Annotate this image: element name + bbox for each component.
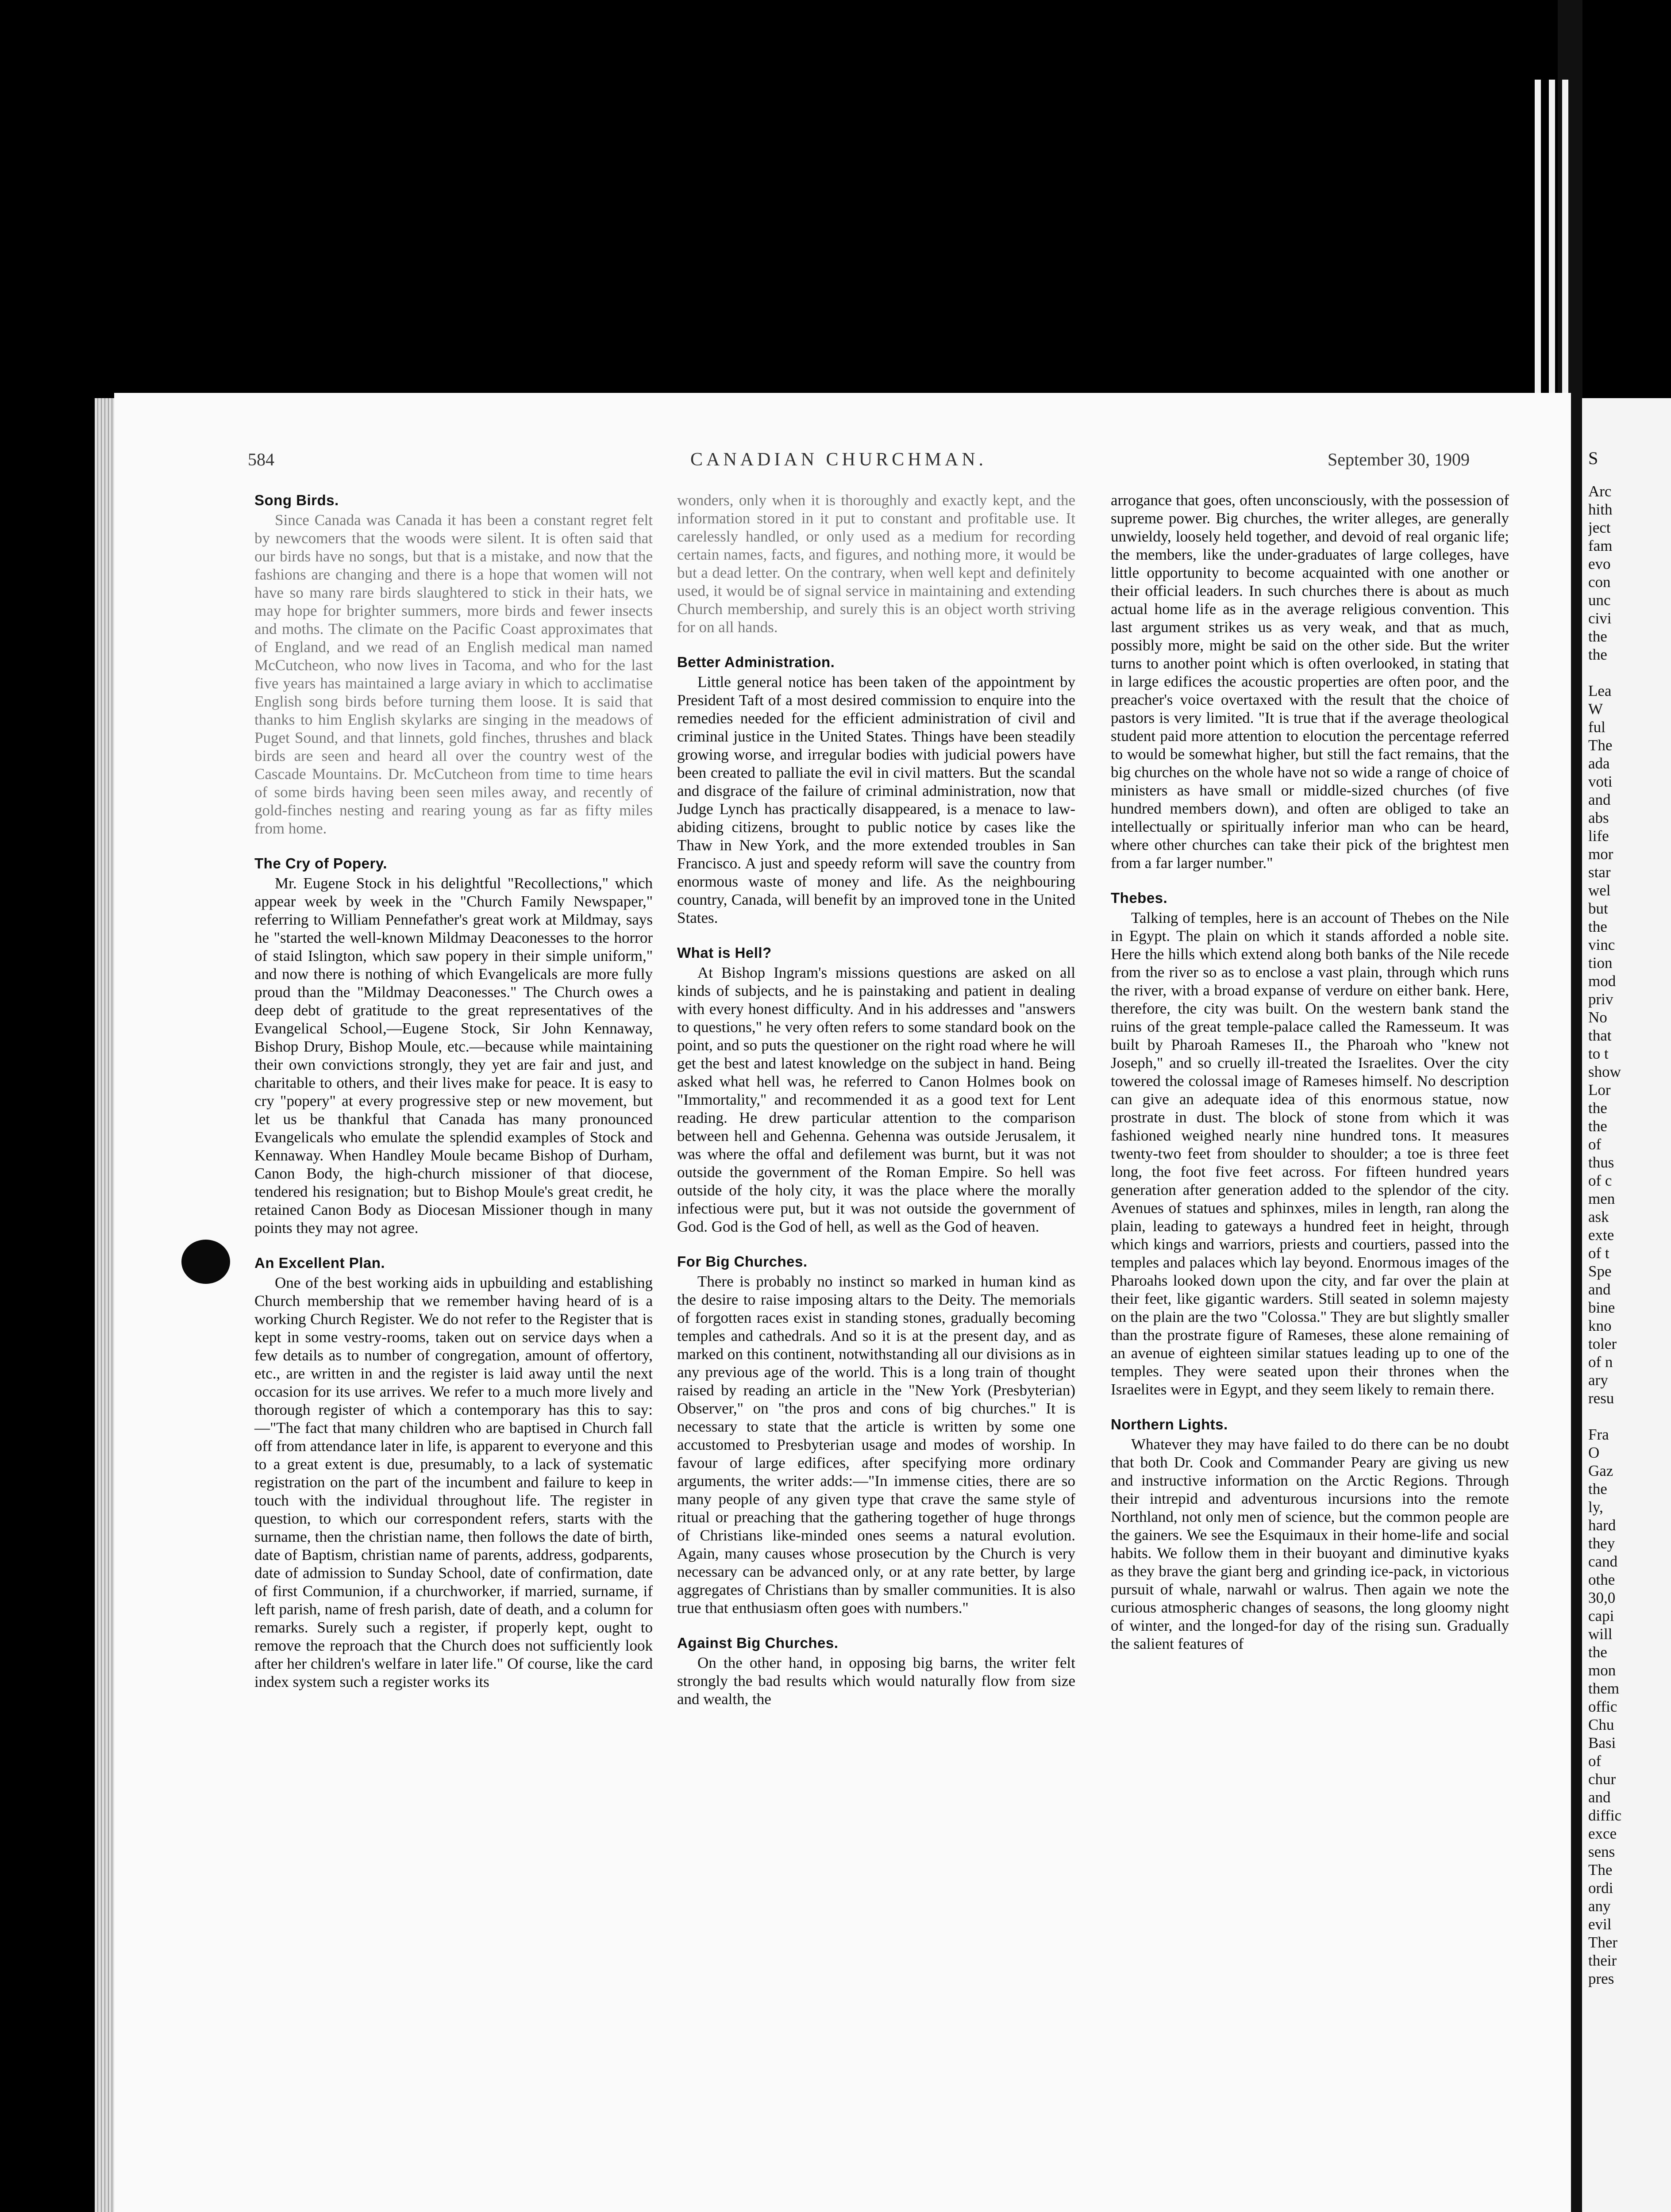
article-body: One of the best working aids in upbuilding and establishing Church membership that we remember having heard of is a working Church Register. We do not refer to the Register that is kept in some vestry-rooms, taken out on service days when a few details as to number of congregation, amount of offertory, etc., are written in and the register is laid away until the next occasion for its use arrives. We refer to a much more lively and thorough register of which a contemporary has this to say:—"The fact that many children who are baptised in Church fall off from attendance later in life, is apparent to everyone and this to a great extent is due, presumably, to a lack of systematic registration on the part of the incumbent and failure to keep in touch with the individual throughout life. The register in question, to which our correspondent refers, starts with the surname, then the christian name, then follows the date of birth, date of Baptism, christian name of parents, address, godparents, date of admission to Sunday School, date of confirmation, date of first Communion, if a churchworker, if married, surname, if left parish, name of fresh parish, date of death, and a column for remarks. Surely such a register, if properly kept, ought to remove the reproach that the Church does not sufficiently look after her children's welfare in later life." Of course, like the card index system such a register works its [254,1274,653,1690]
next-page-line: civi [1588,610,1612,627]
next-page-line: thus [1588,1154,1614,1171]
next-page-line: W [1588,700,1603,718]
article-body: Little general notice has been taken of the appointment by President Taft of a most desired commission to enquire into the remedies needed for the efficient administration of civil and criminal justice in the United States. Things have been steadily growing worse, and irregular bodies with judicial powers have been created to palliate the evil in civil matters. But the scandal and disgrace of the failure of criminal administration, now that Judge Lynch has practically disappeared, is a menace to law-abiding citizens, brought to public notice by cases like the Thaw in New York, and the more extended troubles in San Francisco. A just and speedy reform will save the country from enormous waste of money and life. As the neighbouring country, Canada, will benefit by an improved tone in the United States. [677,673,1075,926]
next-page-line: O [1588,1444,1600,1461]
article-body: There is probably no instinct so marked in human kind as the desire to raise imposing altars to the Deity. The memorials of forgotten races exist in standing stones, gradually becoming temples and cathedrals. And so it is at the present day, and as marked on this continent, notwithstanding all our divisions as in any previous age of the world. This is a long train of thought raised by reading an article in the "New York (Presbyterian) Observer," on "the pros and cons of big churches." It is necessary to state that the article is written by some one accustomed to Presbyterian usage and modes of worship. In favour of large edifices, after specifying more ordinary arguments, the writer adds:—"In immense cities, there are so many people of any given type that crave the same style of ritual or preaching that the gathering together of huge throngs of Christians like-minded ones seems a natural evolution. Again, many causes whose prosecution by the Church is very necessary can be advanced only, or at any rate better, by large aggregates of Christians than by smaller communities. It is also true that enthusiasm often goes with numbers." [677,1273,1075,1617]
article-heading: Song Birds. [254,492,339,508]
column-3 [1111,491,1509,1653]
article-body: On the other hand, in opposing big barns, the writer felt strongly the bad results which would naturally flow from size and wealth, the [677,1654,1075,1708]
next-page-line: vinc [1588,936,1615,953]
next-page-line: of t [1588,1244,1609,1262]
next-page-line: ordi [1588,1879,1613,1897]
next-page-line: capi [1588,1607,1614,1624]
column-1 [254,491,653,1691]
next-page-line: ful [1588,718,1606,736]
next-page-line: diffic [1588,1807,1622,1824]
article-heading: An Excellent Plan. [254,1255,385,1271]
next-page-line: the [1588,646,1607,663]
issue-date: September 30, 1909 [1328,449,1470,469]
next-page-line: the [1588,1099,1607,1117]
next-page-line: toler [1588,1335,1617,1352]
next-page-line: fam [1588,537,1613,554]
next-page-line: The [1588,1861,1613,1878]
next-page-line: mor [1588,845,1613,863]
next-page-line: the [1588,628,1607,645]
next-page-header: S [1588,448,1598,468]
next-page-line: their [1588,1952,1617,1969]
next-page-line [1588,1407,1671,1425]
article-heading: Against Big Churches. [677,1635,839,1651]
next-page-line: othe [1588,1571,1615,1588]
next-page-line: of n [1588,1353,1613,1371]
next-page-line: them [1588,1680,1619,1697]
next-page-line: resu [1588,1390,1614,1407]
article-heading: For Big Churches. [677,1253,808,1270]
next-page-line: kno [1588,1317,1612,1334]
next-page-line: ask [1588,1208,1609,1225]
article-body-continued: arrogance that goes, often unconsciously, with the possession of supreme power. Big churches, the writer alleges, are generally unwieldy, loosely held together, and devoid of real organic life; the members, like the under-graduates of large colleges, have little opportunity to become acquainted with one another or their official leaders. In such churches there is about as much actual home life as in the average religious convention. This last argument strikes us as very weak, and that as much, possibly more, might be said on the other side. But the writer turns to another point which is often overlooked, in stating that in large edifices the acoustic properties are often poor, and the preacher's voice overtaxed with the result that the choice of pastors is very limited. "It is true that if the average theological student paid more attention to elocution the percentage referred to would be somewhat higher, but still the fact remains, that the big churches on the whole have not so wide a range of choice of ministers as have small or middle-sized churches (of five hundred members down), and often are obliged to take an intellectually or spiritually inferior man who can be heard, where other churches can take their pick of the brightest men from a far larger number." [1111,492,1509,872]
next-page-line: exce [1588,1825,1617,1842]
next-page-line: ary [1588,1371,1608,1389]
next-page-line: hith [1588,501,1613,518]
article-heading: Better Administration. [677,654,835,670]
publication-title: CANADIAN CHURCHMAN. [690,449,987,470]
next-page-line: that [1588,1027,1612,1044]
next-page-line: ada [1588,755,1610,772]
next-page-line: Lea [1588,682,1612,699]
next-page-line: hard [1588,1517,1616,1534]
next-page-line: Arc [1588,483,1612,500]
article-heading: Northern Lights. [1111,1416,1228,1432]
next-page-line: unc [1588,591,1611,609]
next-page-line: of [1588,1752,1602,1770]
next-page-line: Chu [1588,1716,1614,1733]
next-page-line: mon [1588,1662,1616,1679]
article-body-continued: wonders, only when it is thoroughly and exactly kept, and the information stored in it put to constant and profitable use. It carelessly handled, or only used as a medium for recording certain names, facts, and figures, and nothing more, it would be but a dead letter. On the contrary, when well kept and definitely used, it would be of signal service in maintaining and extending Church membership, and surely this is an object worth striving for on all hands. [677,492,1075,636]
next-page-line: Basi [1588,1734,1616,1751]
next-page-line: and [1588,1281,1611,1298]
page-number: 584 [248,449,274,469]
article-body: Mr. Eugene Stock in his delightful "Recollections," which appear week by week in the "Church Family Newspaper," referring to William Pennefather's great work at Mildmay, says he "started the well-known Mildmay Deaconesses to the horror of staid Islington, which saw popery in their simple uniform," and now there is nothing of which Evangelicals are more fully proud than the "Mildmay Deaconesses." The Church owes a deep debt of gratitude to the great representatives of the Evangelical School,—Eugene Stock, Sir John Kennaway, Bishop Drury, Bishop Moule, etc.—because while maintaining their own convictions strongly, they yet are fair and just, and charitable to others, and their lives make for peace. It is easy to cry "popery" at every progressive step or new movement, but let us be thankful that Canada has many pronounced Evangelicals who emulate the splendid examples of Stock and Kennaway. When Handley Moule became Bishop of Durham, Canon Body, the high-church missioner of that diocese, tendered his resignation; but to Bishop Moule's great credit, he retained Canon Body as Diocesan Missioner though in many points they may not agree. [254,875,653,1237]
article-body: Whatever they may have failed to do there can be no doubt that both Dr. Cook and Commander Peary are giving us new and instructive information on the Arctic Regions. Through their intrepid and adventurous incursions into the remote Northland, not only men of science, but the common people are the gainers. We see the Esquimaux in their home-life and social habits. We follow them in their buoyant and diminutive kyaks as they brave the giant berg and grinding ice-pack, in victorious pursuit of whale, narwahl or walrus. Then again we note the curious atmospheric changes of seasons, the long gloomy night of winter, and the longed-for day of the rising sun. Gradually the salient features of [1111,1436,1509,1652]
next-page-line: they [1588,1535,1615,1552]
next-page-line: pres [1588,1970,1614,1987]
next-page-line: ly, [1588,1498,1603,1516]
next-page-line: The [1588,737,1613,754]
next-page-line: Lor [1588,1081,1611,1098]
next-page-line: of [1588,1136,1602,1153]
next-page-line: abs [1588,809,1609,826]
punch-hole [181,1240,230,1284]
next-page-line: evo [1588,555,1611,572]
next-page-line: will [1588,1625,1613,1643]
next-page-line: to t [1588,1045,1609,1062]
next-page-line: exte [1588,1226,1614,1244]
next-page-text-fragments [1588,482,1671,1988]
next-page-line: the [1588,1644,1607,1661]
article-body: Since Canada was Canada it has been a constant regret felt by newcomers that the woods were silent. It is often said that our birds have no songs, but that is a mistake, and now that the fashions are changing and there is a hope that women will not have so many rare birds slaughtered to stick in their hats, we may hope for brighter summers, more birds and fewer insects and moths. The climate on the Pacific Coast approximates that of England, and we read of an English medical man named McCutcheon, who now lives in Tacoma, and who for the last five years has maintained a large aviary in which to acclimatise English song birds before turning them loose. It is said that thanks to him English skylarks are singing in the meadows of Puget Sound, and that linnets, gold finches, thrushes and black birds are seen and heard all over the country west of the Cascade Mountains. Dr. McCutcheon from time to time hears of some birds having been seen miles away, and recently of gold-finches nesting and rearing young as far as fifty miles from home. [254,511,653,837]
next-page-line: Fra [1588,1426,1609,1443]
article-heading: The Cry of Popery. [254,855,387,872]
next-page-line: ject [1588,519,1611,536]
next-page-line: star [1588,864,1611,881]
next-page-line: priv [1588,991,1613,1008]
next-page-line: bine [1588,1299,1615,1316]
next-page-line: of c [1588,1172,1612,1189]
next-page-line: 30,0 [1588,1589,1616,1606]
next-page-line: show [1588,1063,1621,1080]
next-page-line: any [1588,1897,1611,1915]
next-page-line: Ther [1588,1934,1618,1951]
article-body: At Bishop Ingram's missions questions are asked on all kinds of subjects, and he is painstaking and patient in dealing with every honest difficulty. And in his addresses and "answers to questions," he very often refers to some standard book on the point, and so puts the questioner on the right road where he will get the best and latest knowledge on the subject in hand. Being asked what hell was, he referred to Canon Holmes book on "Immortality," and recommended it as a good text for Lent reading. He drew particular attention to the comparison between hell and Gehenna. Gehenna was outside Jerusalem, it was where the offal and defilement was burnt, but it was not outside the government of the Roman Empire. So hell was outside of the holy city, it was the place where the morally infectious were put, but it was not outside the government of God. God is the God of hell, as well as the God of heaven. [677,964,1075,1235]
next-page-line: Gaz [1588,1462,1613,1479]
next-page-line: evil [1588,1916,1612,1933]
next-page-line: Spe [1588,1263,1612,1280]
next-page-line: life [1588,827,1609,845]
article-body: Talking of temples, here is an account of Thebes on the Nile in Egypt. The plain on which it stands afforded a noble site. Here the hills which extend along both banks of the Nile recede from the river so as to enclose a vast plain, through which runs the river, with a broad expanse of verdure on either bank. Here, therefore, the city was built. On the western bank stand the ruins of the great temple-palace called the Ramesseum. It was built by Pharoah Rameses II., the Pharoah who "knew not Joseph," and so cruelly ill-treated the Israelites. Over the city towered the colossal image of Rameses himself. No description can give an adequate idea of this enormous statue, now prostrate in dust. The block of stone from which it was fashioned weighed nearly nine hundred tons. It measures twenty-two feet from shoulder to shoulder; a toe is three feet long, the foot five feet across. For fifteen hundred years generation after generation added to the splendor of the city. Avenues of statues and sphinxes, miles in length, ran along the plain, leading to gateways a hundred feet in height, through which kings and warriors, priests and courtiers, passed into the temples and palaces which lay beyond. Enormous images of the Pharoahs looked down upon the city, and far over the plain at their feet, like gigantic warders. Still seated in solemn majesty on the plain are the two "Colossa." They are but slightly smaller than the prostrate figure of Rameses, these alone remaining of an avenue of eighteen similar statues leading up to one of the temples. They were seated upon their thrones when the Israelites were in Egypt, and they seem likely to remain there. [1111,909,1509,1398]
next-page-line: men [1588,1190,1615,1207]
next-page-line: but [1588,900,1608,917]
next-page-line: the [1588,1480,1607,1498]
next-page-line: wel [1588,882,1611,899]
next-page-line: chur [1588,1770,1616,1788]
next-page-line [1588,664,1671,682]
next-page-edge [1582,398,1671,2212]
next-page-line: con [1588,573,1611,591]
next-page-line: No [1588,1009,1607,1026]
article-heading: What is Hell? [677,945,772,961]
next-page-line: the [1588,918,1607,935]
next-page-line: mod [1588,972,1616,990]
article-heading: Thebes. [1111,890,1168,906]
next-page-line: voti [1588,773,1613,790]
next-page-line: tion [1588,954,1613,972]
next-page-line: sens [1588,1843,1615,1860]
next-page-line: the [1588,1118,1607,1135]
column-2 [677,491,1075,1708]
next-page-line: and [1588,1789,1611,1806]
next-page-line: and [1588,791,1611,808]
next-page-line: cand [1588,1553,1618,1570]
next-page-line: offic [1588,1698,1617,1715]
